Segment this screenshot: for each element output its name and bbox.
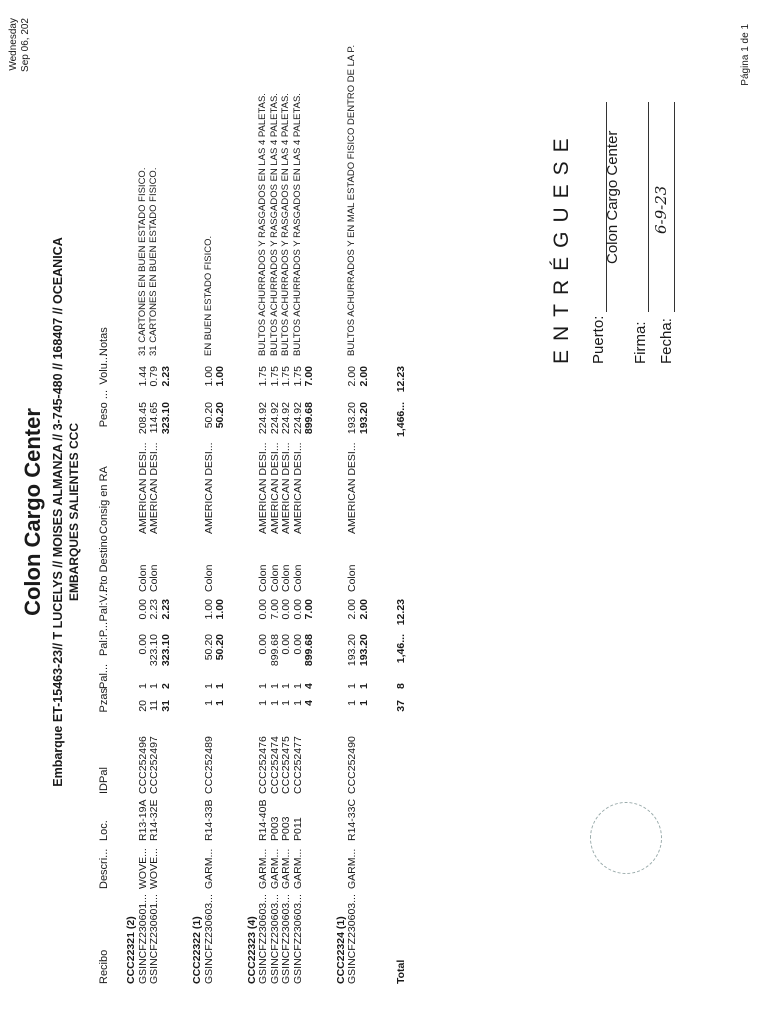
cell-palp: 193.20 [346,634,358,667]
column-header-descri: Descri... [98,848,110,889]
cell-palp: 0.00 [280,634,292,655]
cell-loc: R14-32E [148,799,160,841]
subtotal-volu: 1.00 [214,366,226,387]
cell-peso: 224.92 [280,402,292,435]
release-title: ENTRÉGUESE [550,129,573,364]
cell-consig: AMERICAN DESI... [136,442,149,534]
group-id: CCC22321 (2) [125,916,137,984]
fecha-value: 6-9-23 [652,185,670,234]
cell-notas: BULTOS ACHURRADOS Y RASGADOS EN LAS 4 PALETAS. [280,93,291,356]
subtotal-palv: 2.23 [159,599,172,620]
total-pal: 8 [395,683,407,689]
cell-pzas: 11 [148,700,160,711]
cell-loc: R14-33B [202,799,215,841]
cell-peso: 193.20 [346,402,358,435]
subtotal-pal: 1 [357,683,370,689]
cell-palv: 0.00 [280,599,292,620]
subtotal-volu: 2.23 [159,366,172,387]
subtotal-palp: 323.10 [159,634,172,667]
total-palv: 12.23 [395,599,407,626]
cell-idpal: CCC252477 [291,736,304,794]
total-palp: 1,46... [395,634,407,664]
total-label: Total [395,959,407,984]
cell-idpal: CCC252496 [136,736,149,794]
cell-recibo: GSINCFZ230601... [136,894,149,984]
cell-volu: 2.00 [346,366,358,387]
subtotal-pal: 2 [159,683,172,689]
cell-recibo: GSINCFZ230603... [346,894,358,984]
cell-peso: 50.20 [202,402,215,429]
cell-consig: AMERICAN DESI... [148,442,160,534]
cell-idpal: CCC252474 [268,736,281,794]
column-header-recibo: Recibo [98,949,110,984]
cell-pzas: 1 [291,700,304,706]
cell-volu: 1.00 [202,366,215,387]
cell-volu: 0.79 [148,366,160,387]
subtotal-palp: 193.20 [357,634,370,667]
fecha-line [674,102,675,312]
cell-palv: 1.00 [202,599,215,620]
cell-idpal: CCC252490 [346,736,358,794]
cell-pto: Colon [291,564,304,592]
cell-pzas: 1 [268,700,281,706]
report-title: Colon Cargo Center [20,408,45,616]
cell-descri: GARM... [280,848,292,889]
cell-consig: AMERICAN DESI... [291,442,304,534]
total-volu: 12.23 [395,366,407,393]
cell-palp: 0.00 [257,634,269,655]
cell-volu: 1.44 [136,366,149,387]
cell-recibo: GSINCFZ230601... [148,894,160,984]
shipment-line: Embarque ET-15463-23// T LUCELYS // MOISES ALMANZA // 3-745-480 // 168407 // OCEANICA [51,237,65,787]
cell-notas: EN BUEN ESTADO FISICO. [202,235,214,356]
subtotal-volu: 7.00 [303,366,315,387]
column-header-idpal: IDPal [98,767,110,794]
subtotal-palv: 2.00 [357,599,370,620]
cell-consig: AMERICAN DESI... [346,442,358,534]
cell-consig: AMERICAN DESI... [257,442,269,534]
cell-pal: 1 [202,683,215,689]
subtotal-palv: 1.00 [214,599,226,620]
cell-volu: 1.75 [257,366,269,387]
cell-palp: 323.10 [148,634,160,667]
cell-pto: Colon [136,564,149,592]
column-header-pto: Pto Destino [98,535,110,592]
cell-pto: Colon [202,564,215,592]
subtotal-palv: 7.00 [303,599,315,620]
cell-recibo: GSINCFZ230603... [291,894,304,984]
cell-pzas: 20 [136,700,149,712]
cell-descri: GARM... [268,848,281,889]
cell-pzas: 1 [202,700,215,706]
cell-idpal: CCC252475 [280,736,292,794]
cell-descri: WOVE... [148,848,160,889]
subtotal-palp: 899.68 [303,634,315,667]
group-id: CCC22322 (1) [191,916,203,984]
cell-pto: Colon [257,564,269,592]
column-header-volu: Volu... [98,354,110,385]
date-weekday: Wednesday [8,18,19,71]
cell-palv: 0.00 [257,599,269,620]
cell-pal: 1 [148,683,160,689]
cell-volu: 1.75 [291,366,304,387]
delivered-stamp [590,802,662,874]
subtotal-volu: 2.00 [357,366,370,387]
subtotal-peso: 50.20 [214,402,226,429]
cell-recibo: GSINCFZ230603... [257,894,269,984]
column-header-loc: Loc. [98,820,110,841]
date-day: Sep 06, 202 [20,18,31,72]
column-header-pzas: Pzas [98,688,110,713]
cell-palp: 899.68 [268,634,281,667]
page-number: Página 1 de 1 [740,24,751,86]
cell-pal: 1 [280,683,292,689]
cell-peso: 114.65 [148,402,160,434]
cell-loc: P003 [268,816,281,841]
cell-pal: 1 [257,683,269,689]
cell-recibo: GSINCFZ230603... [202,894,215,984]
cell-consig: AMERICAN DESI... [268,442,281,534]
cell-loc: R13-19A [136,799,149,841]
cell-peso: 208.45 [136,402,149,435]
cell-loc: R14-40B [257,799,269,841]
cell-descri: GARM... [257,848,269,889]
subtotal-pal: 4 [303,683,315,689]
fecha-label: Fecha: [658,318,675,364]
total-peso: 1,466... [395,402,407,438]
firma-line [648,102,649,312]
cell-volu: 1.75 [268,366,281,387]
cell-consig: AMERICAN DESI... [280,442,292,534]
column-header-consig: Consig en RA [98,466,110,534]
cell-palv: 0.00 [136,599,149,620]
cell-pzas: 1 [280,700,292,706]
cell-notas: 31 CARTONES EN BUEN ESTADO FISICO. [136,167,148,356]
cell-pal: 1 [291,683,304,689]
cell-palp: 0.00 [136,634,149,655]
subtotal-pal: 1 [214,683,226,689]
group-id: CCC22323 (4) [245,916,258,984]
subtotal-pzas: 31 [159,700,172,712]
puerto-label: Puerto: [590,315,607,364]
cell-descri: GARM... [346,848,358,889]
cell-pal: 1 [136,683,149,689]
column-header-palv: Pal:V... [98,587,110,622]
cell-loc: P003 [280,816,292,841]
cell-loc: P011 [291,817,304,841]
cell-pto: Colon [280,564,292,592]
cell-peso: 224.92 [291,402,304,435]
subtotal-peso: 323.10 [159,402,172,435]
cell-notas: BULTOS ACHURRADOS Y RASGADOS EN LAS 4 PALETAS. [268,93,280,356]
subtotal-peso: 899.68 [303,402,315,435]
cell-pzas: 1 [257,700,269,706]
cell-notas: BULTOS ACHURRADOS Y EN MAL ESTADO FISICO DENTRO DE LA P. [346,44,357,356]
cell-palv: 2.00 [346,599,358,620]
cell-palv: 2.23 [148,599,160,620]
cell-pto: Colon [148,564,160,592]
cell-palv: 7.00 [268,599,281,620]
cell-palp: 50.20 [202,634,215,661]
cell-notas: BULTOS ACHURRADOS Y RASGADOS EN LAS 4 PALETAS. [291,93,303,356]
cell-volu: 1.75 [280,366,292,387]
subtotal-pzas: 1 [214,700,226,706]
cell-palp: 0.00 [291,634,304,655]
column-header-palp: Pal:P... [98,622,110,657]
cell-recibo: GSINCFZ230603... [280,894,292,984]
cell-idpal: CCC252489 [202,736,215,794]
cell-pzas: 1 [346,700,358,706]
cell-pal: 1 [346,683,358,689]
cell-recibo: GSINCFZ230603... [268,894,281,984]
cell-peso: 224.92 [257,402,269,435]
column-header-notas: Notas [98,327,110,356]
cell-descri: GARM... [291,848,304,889]
puerto-value: Colon Cargo Center [604,130,621,264]
cell-idpal: CCC252476 [257,736,269,794]
cell-notas: 31 CARTONES EN BUEN ESTADO FISICO. [148,167,159,356]
subtotal-peso: 193.20 [357,402,370,435]
cell-descri: GARM... [202,848,215,889]
group-id: CCC22324 (1) [334,916,347,984]
subtotal-pzas: 1 [357,700,370,706]
cell-notas: BULTOS ACHURRADOS Y RASGADOS EN LAS 4 PALETAS. [257,93,268,356]
cell-consig: AMERICAN DESI... [202,442,215,534]
subtotal-palp: 50.20 [214,634,226,661]
cell-pto: Colon [346,564,358,592]
section-title: EMBARQUES SALIENTES CCC [67,423,81,602]
column-header-pal: Pal... [98,663,110,689]
cell-loc: R14-33C [346,798,358,841]
cell-pal: 1 [268,683,281,689]
subtotal-pzas: 4 [303,700,315,706]
cell-descri: WOVE... [136,848,149,889]
cell-peso: 224.92 [268,402,281,435]
column-header-peso: Peso ... [98,390,110,428]
cell-pto: Colon [268,564,281,592]
total-pzas: 37 [395,700,407,712]
firma-label: Firma: [632,321,649,364]
cell-palv: 0.00 [291,599,304,620]
cell-idpal: CCC252497 [148,736,160,794]
